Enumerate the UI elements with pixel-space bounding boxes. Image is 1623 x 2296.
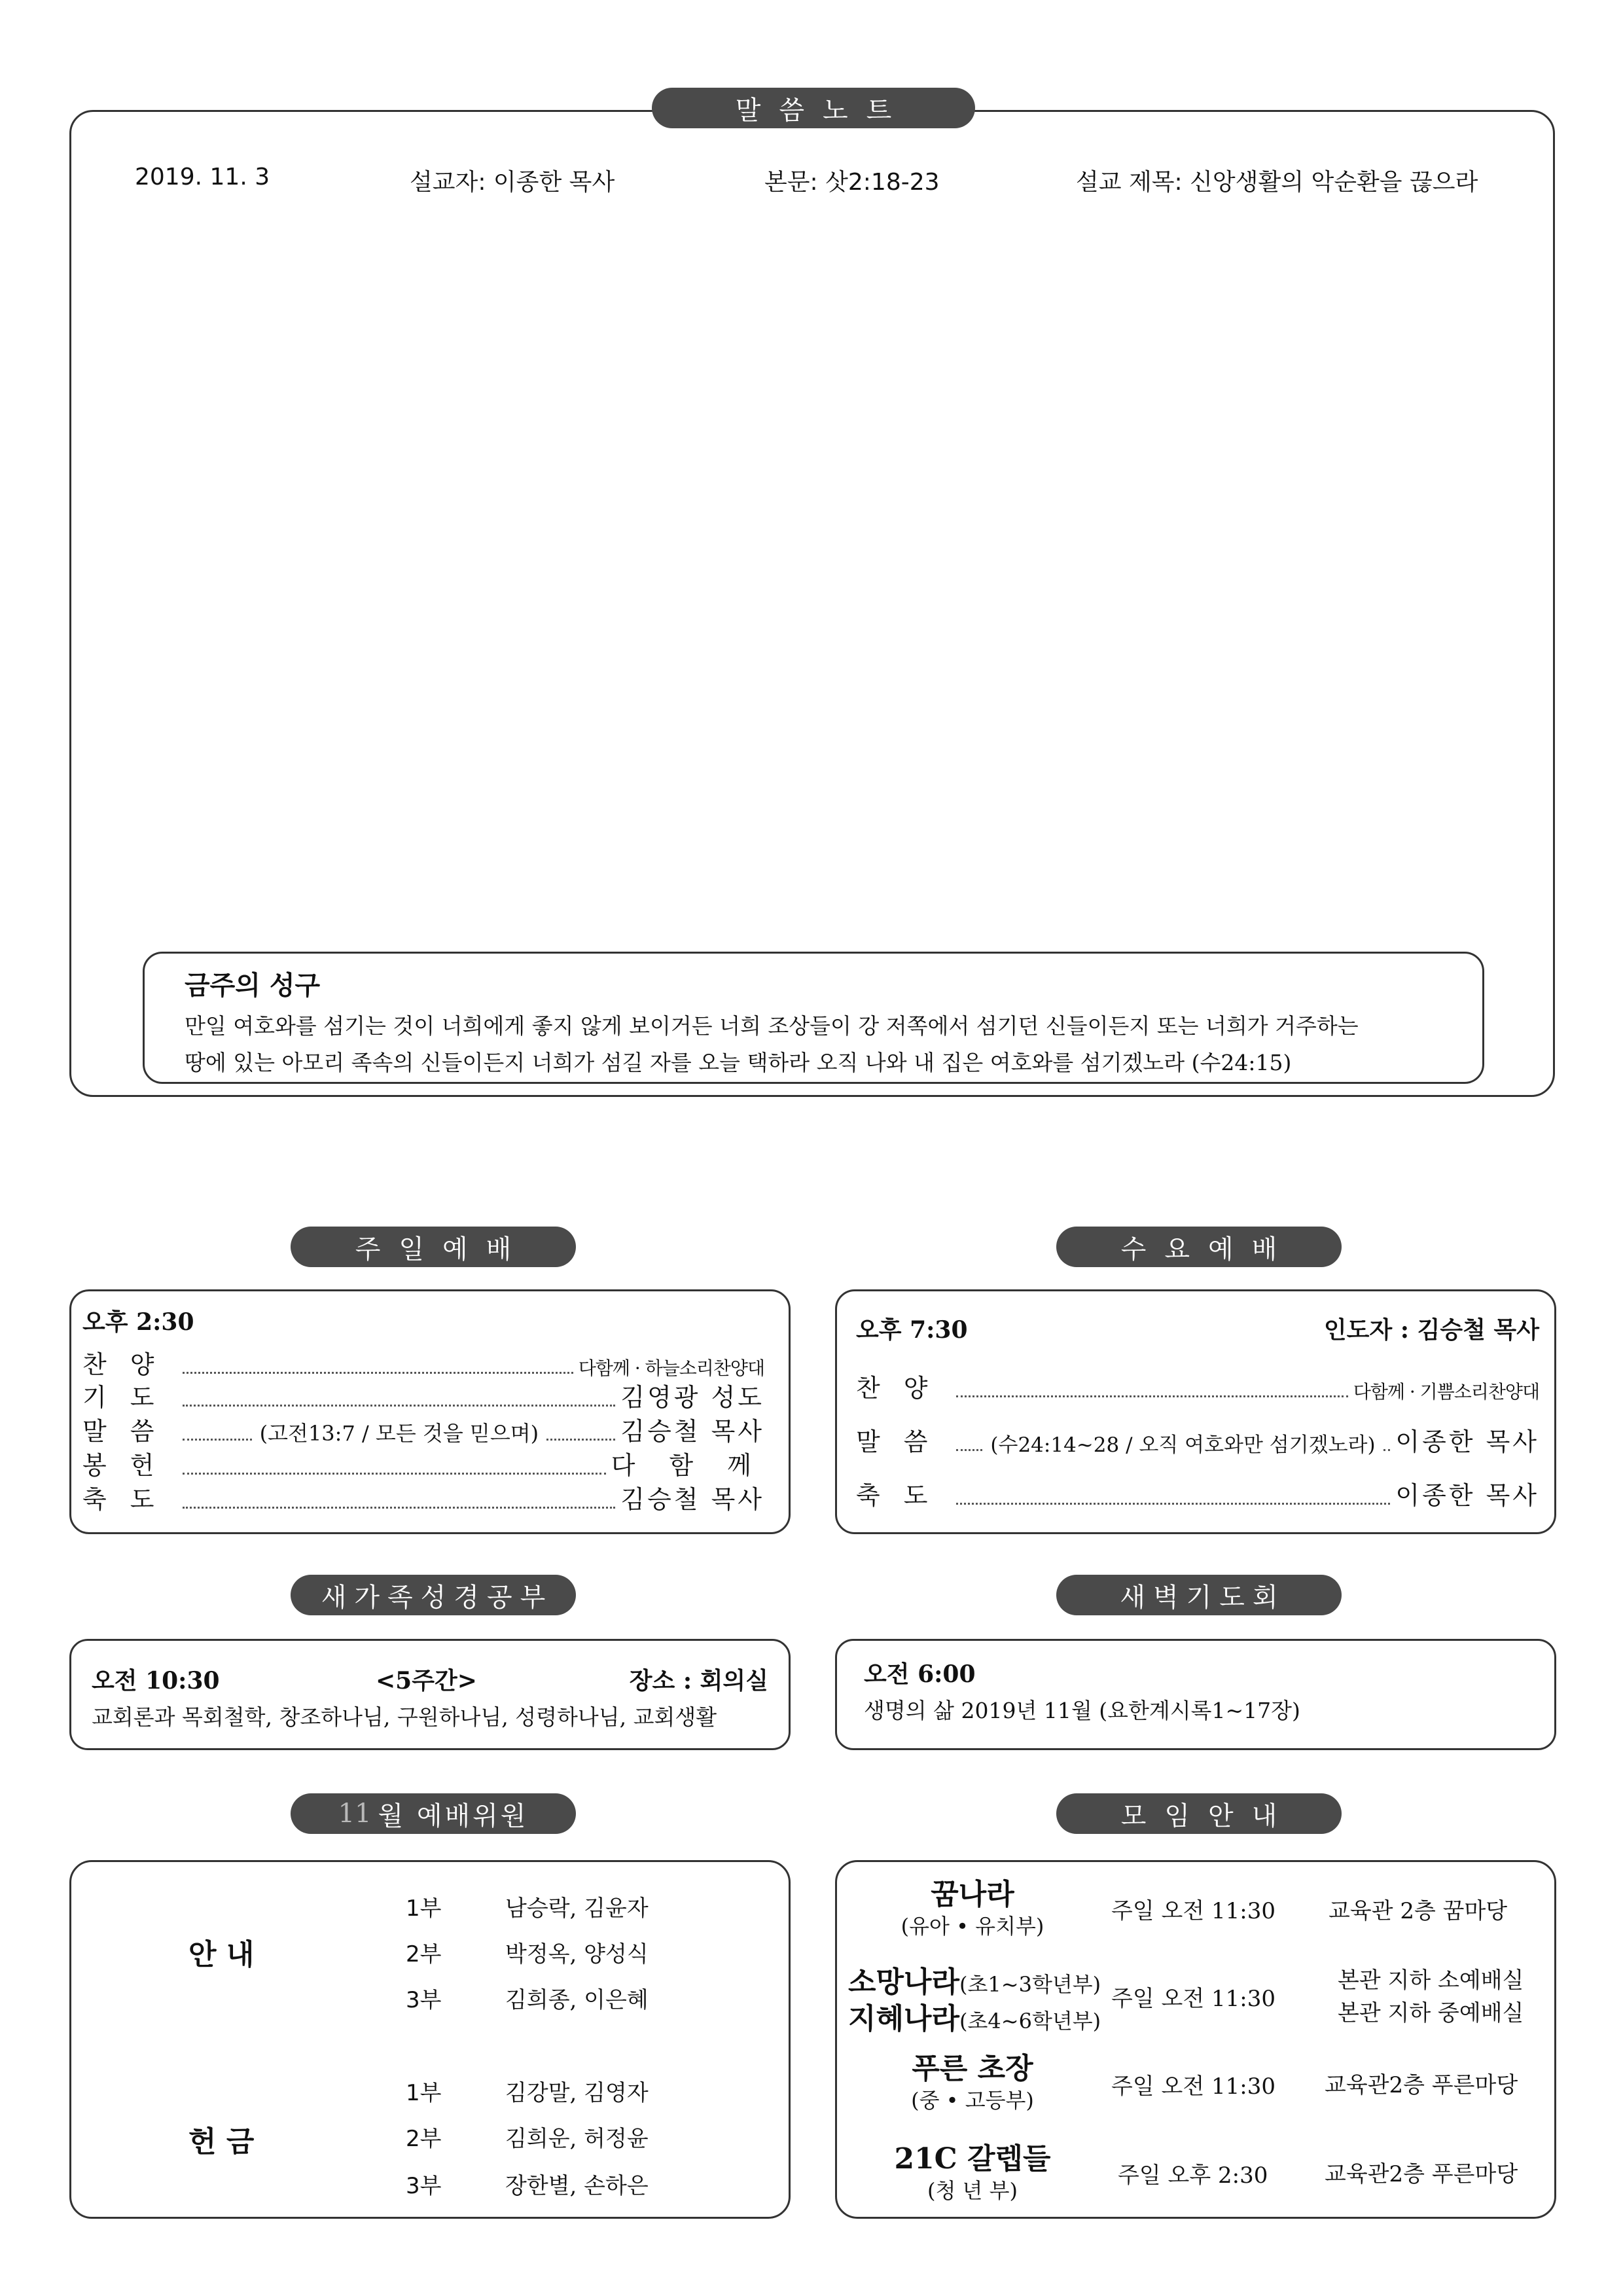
row-label: 기도 <box>82 1383 178 1412</box>
sunday-service-time: 오후 2:30 <box>82 1308 194 1336</box>
dawn-prayer-time: 오전 6:00 <box>864 1660 976 1688</box>
committee-part: 3부 <box>406 1987 442 2013</box>
committee-group-usher: 안 내 <box>188 1938 255 1971</box>
weekly-verse-heading: 금주의 성구 <box>185 970 321 1001</box>
committee-part: 1부 <box>406 1895 442 1922</box>
row-value: 다함께 · 기쁨소리찬양대 <box>1353 1381 1539 1403</box>
family-bible-study-topics: 교회론과 목회철학, 창조하나님, 구원하나님, 성령하나님, 교회생활 <box>92 1704 717 1730</box>
committee-people: 박정옥, 양성식 <box>505 1941 649 1967</box>
row-value: 다함께 · 하늘소리찬양대 <box>578 1357 764 1379</box>
committee-title-text: 월 예배위원 <box>378 1801 529 1831</box>
leader-dots <box>956 1503 1390 1505</box>
meeting-time: 주일 오전 11:30 <box>1111 1986 1275 2012</box>
meeting-name-sub: (초4~6학년부) <box>959 2009 1101 2034</box>
committee-month: 11 <box>338 1799 372 1829</box>
meeting-name: 푸른 초장 <box>912 2052 1033 2085</box>
leader-dots <box>183 1372 573 1374</box>
row-value: 이종한 목사 <box>1395 1427 1539 1456</box>
committee-title <box>291 1793 576 1834</box>
row-value: 이종한 목사 <box>1395 1481 1539 1510</box>
dawn-prayer-desc: 생명의 삶 2019년 11월 (요한계시록1~17장) <box>864 1698 1300 1723</box>
sunday-service-title: 주일예배 <box>291 1227 576 1267</box>
row-scripture: (고전13:7 / 모든 것을 믿으며) <box>259 1421 539 1446</box>
family-bible-study-time: 오전 10:30 <box>92 1667 220 1695</box>
row-label: 말씀 <box>82 1417 178 1446</box>
committee-people: 김강말, 김영자 <box>505 2080 649 2106</box>
row-label: 축도 <box>82 1485 178 1514</box>
sunday-row-offering <box>82 1445 764 1481</box>
leader-dots <box>956 1449 982 1451</box>
weekly-verse-line-2: 땅에 있는 아모리 족속의 신들이든지 너희가 섬길 자를 오늘 택하라 오직 나와 내 집은 여호와를 섬기겠노라 (수24:15) <box>185 1050 1292 1075</box>
wednesday-row-praise <box>856 1368 1539 1404</box>
family-bible-study-weeks: <5주간> <box>376 1667 477 1695</box>
meeting-name-main: 소망나라 <box>848 1965 960 1999</box>
meeting-sub: (청 년 부) <box>927 2178 1018 2203</box>
meeting-name: 꿈나라 <box>931 1878 1014 1911</box>
leader-dots <box>546 1439 615 1441</box>
leader-dots <box>1383 1449 1391 1451</box>
leader-dots <box>183 1507 615 1509</box>
committee-people: 김희종, 이은혜 <box>505 1987 649 2013</box>
row-scripture: (수24:14~28 / 오직 여호와만 섬기겠노라) <box>990 1433 1376 1457</box>
row-label: 찬양 <box>82 1350 178 1379</box>
meeting-place: 교육관2층 푸른마당 <box>1325 2161 1518 2187</box>
sunday-row-benediction <box>82 1479 764 1515</box>
meeting-sub: (중 • 고등부) <box>911 2088 1034 2113</box>
dawn-prayer-title: 새벽기도회 <box>1056 1575 1342 1615</box>
sermon-text: 본문: 삿2:18-23 <box>764 169 940 196</box>
leader-dots <box>183 1405 615 1407</box>
meeting-name <box>848 1958 1101 2000</box>
wednesday-row-benediction <box>856 1475 1539 1511</box>
wednesday-row-sermon <box>856 1422 1539 1458</box>
committee-people: 남승락, 김윤자 <box>505 1895 649 1922</box>
row-label: 봉헌 <box>82 1451 178 1480</box>
wednesday-service-time: 오후 7:30 <box>856 1316 968 1344</box>
row-value: 다 함 께 <box>611 1451 764 1480</box>
committee-part: 1부 <box>406 2080 442 2106</box>
row-label: 찬양 <box>856 1374 952 1403</box>
committee-group-offering: 헌 금 <box>188 2125 255 2159</box>
sermon-date: 2019. 11. 3 <box>135 164 270 190</box>
meeting-time: 주일 오전 11:30 <box>1111 2073 1275 2100</box>
meeting-place: 본관 지하 중예배실 <box>1338 2000 1524 2026</box>
sermon-note-title: 말씀노트 <box>652 88 975 128</box>
sermon-title: 설교 제목: 신앙생활의 악순환을 끊으라 <box>1076 169 1478 196</box>
sunday-row-sermon <box>82 1411 764 1447</box>
family-bible-study-title: 새가족성경공부 <box>291 1575 576 1615</box>
committee-part: 2부 <box>406 2126 442 2152</box>
committee-people: 김희운, 허정윤 <box>505 2126 649 2152</box>
sermon-preacher: 설교자: 이종한 목사 <box>410 169 615 196</box>
sermon-note-box <box>69 110 1555 1097</box>
row-label: 축도 <box>856 1481 952 1510</box>
committee-part: 2부 <box>406 1941 442 1967</box>
sunday-row-prayer <box>82 1377 764 1413</box>
leader-dots <box>183 1473 605 1475</box>
meeting-place: 본관 지하 소예배실 <box>1338 1967 1524 1994</box>
row-label: 말씀 <box>856 1427 952 1456</box>
row-value: 김승철 목사 <box>620 1485 764 1514</box>
weekly-verse-line-1: 만일 여호와를 섬기는 것이 너희에게 좋지 않게 보이거든 너희 조상들이 강 저쪽에서 섬기던 신들이든지 또는 너희가 거주하는 <box>185 1013 1359 1039</box>
leader-dots <box>183 1439 251 1441</box>
committee-part: 3부 <box>406 2173 442 2199</box>
sunday-row-praise <box>82 1344 764 1380</box>
wednesday-service-title: 수요예배 <box>1056 1227 1342 1267</box>
meeting-time: 주일 오후 2:30 <box>1118 2162 1268 2189</box>
row-value: 김승철 목사 <box>620 1417 764 1446</box>
meeting-name-main: 지혜나라 <box>848 2002 960 2036</box>
meeting-name <box>848 1995 1101 2037</box>
meeting-place: 교육관2층 푸른마당 <box>1325 2072 1518 2098</box>
meeting-time: 주일 오전 11:30 <box>1111 1898 1275 1924</box>
leader-dots <box>956 1395 1347 1397</box>
meetings-title: 모임안내 <box>1056 1793 1342 1834</box>
row-value: 김영광 성도 <box>620 1383 764 1412</box>
meeting-name: 21C 갈렙들 <box>894 2142 1051 2176</box>
wednesday-leader: 인도자 : 김승철 목사 <box>1323 1316 1539 1344</box>
meeting-sub: (유아 • 유치부) <box>901 1914 1044 1939</box>
meeting-name-sub: (초1~3학년부) <box>959 1972 1101 1997</box>
family-bible-study-place: 장소 : 회의실 <box>629 1667 768 1695</box>
meeting-place: 교육관 2층 꿈마당 <box>1329 1898 1508 1924</box>
committee-people: 장한별, 손하은 <box>505 2173 649 2199</box>
